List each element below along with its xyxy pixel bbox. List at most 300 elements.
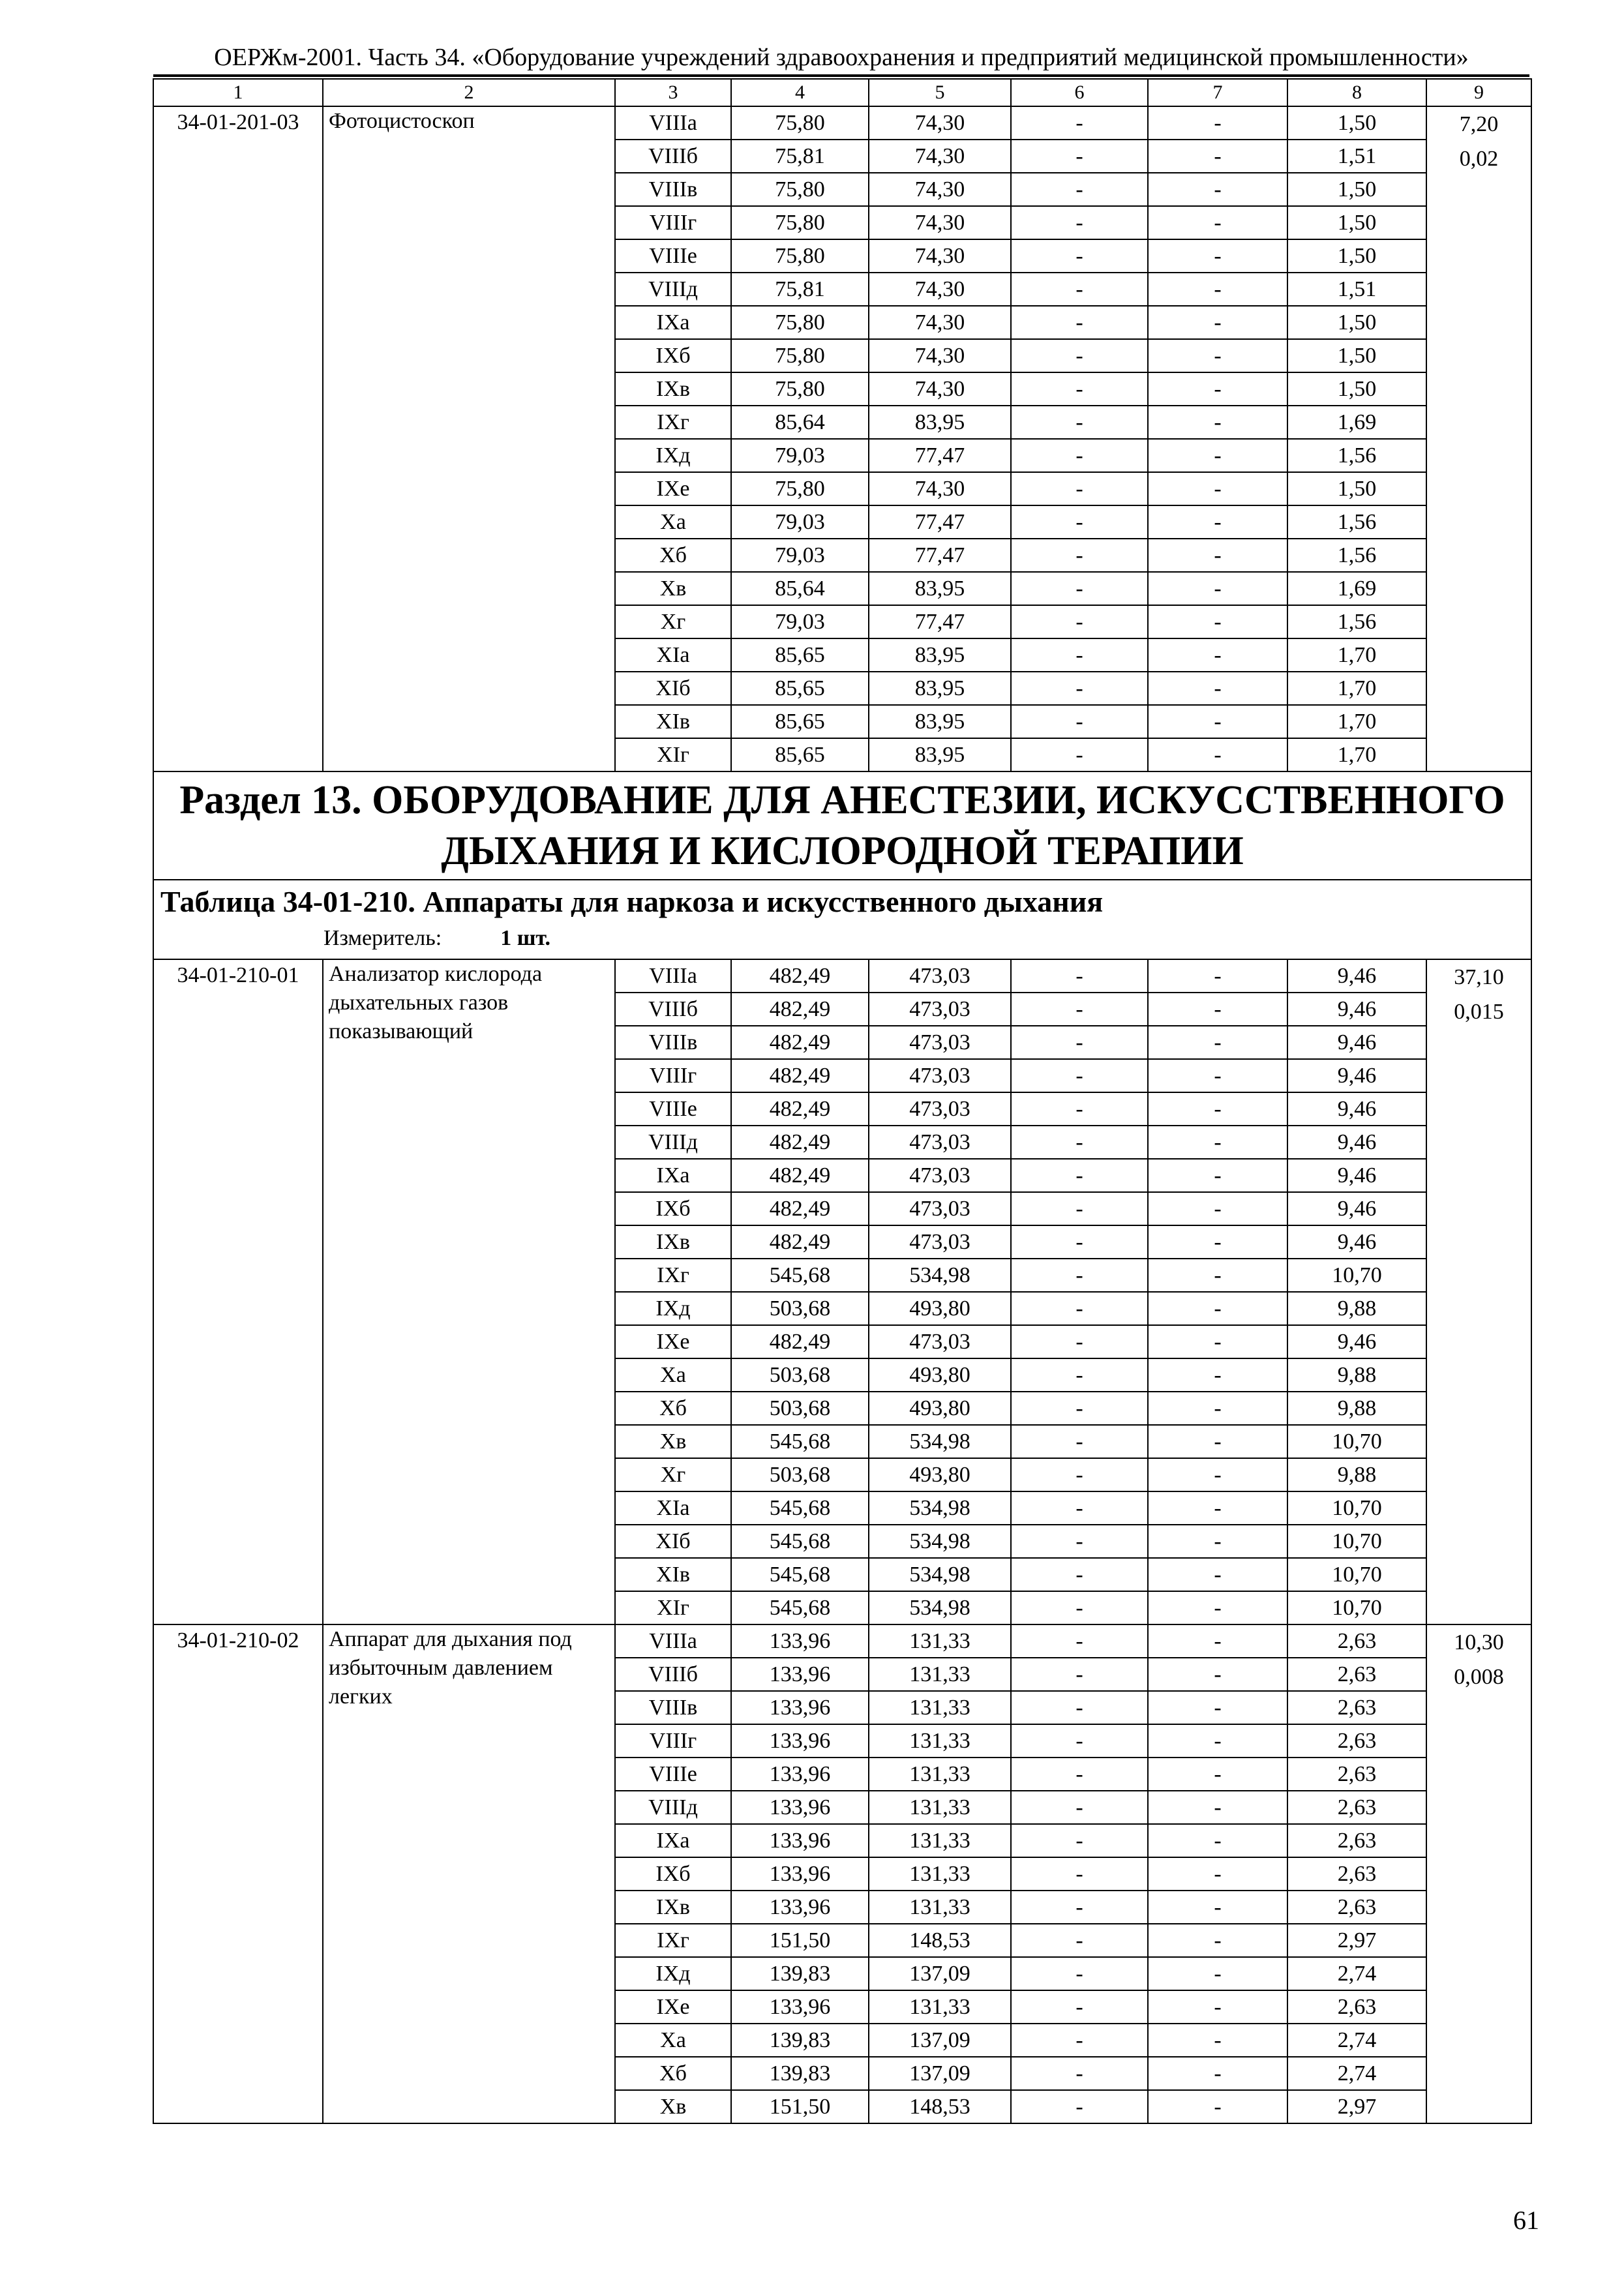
wages-cell: 131,33 — [869, 1758, 1011, 1791]
wages-cell: 83,95 — [869, 406, 1011, 439]
rate-class-cell: VIIIа — [615, 1624, 731, 1658]
machines-cost-cell: - — [1011, 1259, 1148, 1292]
rate-class-cell: XIг — [615, 1591, 731, 1624]
machinist-wages-cell: - — [1148, 1491, 1287, 1525]
machines-cost-cell: - — [1011, 1059, 1148, 1092]
machinist-wages-cell: - — [1148, 705, 1287, 738]
rate-class-cell: XIа — [615, 638, 731, 672]
machines-cost-cell: - — [1011, 406, 1148, 439]
machines-cost-cell: - — [1011, 1558, 1148, 1591]
total-cost-cell: 79,03 — [731, 605, 869, 638]
rate-class-cell: Xб — [615, 1392, 731, 1425]
materials-cost-cell: 2,63 — [1287, 1824, 1426, 1857]
materials-cost-cell: 2,63 — [1287, 1857, 1426, 1891]
column-numbers-row — [153, 79, 1531, 106]
materials-cost-cell: 9,46 — [1287, 959, 1426, 993]
total-cost-cell: 503,68 — [731, 1458, 869, 1491]
total-cost-cell: 503,68 — [731, 1392, 869, 1425]
column-number-cell: 5 — [869, 79, 1011, 106]
equipment-name-cell: Фотоцистоскоп — [323, 106, 615, 771]
materials-cost-cell: 9,88 — [1287, 1292, 1426, 1325]
machines-cost-cell: - — [1011, 1624, 1148, 1658]
machinist-wages-cell: - — [1148, 638, 1287, 672]
machinist-wages-cell: - — [1148, 1691, 1287, 1724]
wages-cell: 473,03 — [869, 1159, 1011, 1192]
rate-class-cell: VIIIе — [615, 1758, 731, 1791]
total-cost-cell: 482,49 — [731, 1192, 869, 1225]
machinist-wages-cell: - — [1148, 140, 1287, 173]
total-cost-cell: 482,49 — [731, 1159, 869, 1192]
materials-cost-cell: 9,46 — [1287, 1126, 1426, 1159]
machinist-wages-cell: - — [1148, 738, 1287, 771]
materials-cost-cell: 1,70 — [1287, 638, 1426, 672]
table-title: Таблица 34-01-210. Аппараты для наркоза и искусственного дыхания — [160, 885, 1104, 918]
materials-cost-cell: 2,63 — [1287, 1691, 1426, 1724]
total-cost-cell: 75,80 — [731, 239, 869, 273]
wages-cell: 74,30 — [869, 106, 1011, 140]
rate-class-cell: XIб — [615, 1525, 731, 1558]
wages-cell: 77,47 — [869, 539, 1011, 572]
materials-cost-cell: 2,74 — [1287, 1957, 1426, 1990]
wages-cell: 74,30 — [869, 472, 1011, 505]
total-cost-cell: 79,03 — [731, 505, 869, 539]
machines-cost-cell: - — [1011, 1758, 1148, 1791]
machinist-wages-cell: - — [1148, 472, 1287, 505]
machines-cost-cell: - — [1011, 1159, 1148, 1192]
materials-cost-cell: 1,70 — [1287, 705, 1426, 738]
wages-cell: 83,95 — [869, 705, 1011, 738]
wages-cell: 473,03 — [869, 1092, 1011, 1126]
rate-class-cell: IXд — [615, 1957, 731, 1990]
machines-cost-cell: - — [1011, 306, 1148, 339]
column-number-cell: 7 — [1148, 79, 1287, 106]
wages-cell: 131,33 — [869, 1891, 1011, 1924]
machines-cost-cell: - — [1011, 1957, 1148, 1990]
rate-class-cell: IXб — [615, 1857, 731, 1891]
rate-class-cell: IXв — [615, 372, 731, 406]
machinist-wages-cell: - — [1148, 339, 1287, 372]
rate-code-cell: 34-01-210-02 — [153, 1624, 323, 2123]
machines-cost-cell: - — [1011, 638, 1148, 672]
machines-cost-cell: - — [1011, 1358, 1148, 1392]
machinist-wages-cell: - — [1148, 993, 1287, 1026]
machines-cost-cell: - — [1011, 705, 1148, 738]
total-cost-cell: 151,50 — [731, 2090, 869, 2123]
wages-cell: 74,30 — [869, 173, 1011, 206]
norm-value: 0,008 — [1454, 1665, 1504, 1689]
wages-cell: 137,09 — [869, 2057, 1011, 2090]
machinist-wages-cell: - — [1148, 1392, 1287, 1425]
table-title-cell — [153, 880, 1531, 959]
machinist-wages-cell: - — [1148, 1458, 1287, 1491]
rate-class-cell: VIIIб — [615, 1658, 731, 1691]
rates-table-container — [153, 78, 1531, 2124]
machines-cost-cell: - — [1011, 1658, 1148, 1691]
machines-cost-cell: - — [1011, 1824, 1148, 1857]
machines-cost-cell: - — [1011, 2024, 1148, 2057]
norm-value: 37,10 — [1454, 965, 1504, 989]
equipment-name-cell: Анализатор кислорода дыхательных газов показывающий — [323, 959, 615, 1624]
rate-class-cell: IXг — [615, 1259, 731, 1292]
wages-cell: 83,95 — [869, 638, 1011, 672]
total-cost-cell: 482,49 — [731, 993, 869, 1026]
table-row — [153, 1624, 1531, 1658]
machines-cost-cell: - — [1011, 140, 1148, 173]
rate-class-cell: VIIIе — [615, 1092, 731, 1126]
norm-value: 10,30 — [1454, 1630, 1504, 1654]
machines-cost-cell: - — [1011, 1591, 1148, 1624]
rates-table — [153, 78, 1532, 2124]
rate-class-cell: VIIIв — [615, 173, 731, 206]
wages-cell: 534,98 — [869, 1558, 1011, 1591]
wages-cell: 137,09 — [869, 2024, 1011, 2057]
rate-class-cell: VIIIв — [615, 1691, 731, 1724]
wages-cell: 131,33 — [869, 1724, 1011, 1758]
total-cost-cell: 151,50 — [731, 1924, 869, 1957]
machinist-wages-cell: - — [1148, 1824, 1287, 1857]
machinist-wages-cell: - — [1148, 1325, 1287, 1358]
machinist-wages-cell: - — [1148, 206, 1287, 239]
wages-cell: 77,47 — [869, 505, 1011, 539]
wages-cell: 74,30 — [869, 339, 1011, 372]
section-heading — [153, 771, 1531, 880]
rate-class-cell: Xг — [615, 605, 731, 638]
wages-cell: 148,53 — [869, 2090, 1011, 2123]
total-cost-cell: 482,49 — [731, 959, 869, 993]
wages-cell: 473,03 — [869, 1225, 1011, 1259]
wages-cell: 148,53 — [869, 1924, 1011, 1957]
norm-value-cell — [1426, 1624, 1531, 2123]
materials-cost-cell: 2,63 — [1287, 1990, 1426, 2024]
machinist-wages-cell: - — [1148, 1192, 1287, 1225]
total-cost-cell: 545,68 — [731, 1425, 869, 1458]
machinist-wages-cell: - — [1148, 1126, 1287, 1159]
total-cost-cell: 133,96 — [731, 1891, 869, 1924]
rate-class-cell: IXд — [615, 439, 731, 472]
total-cost-cell: 482,49 — [731, 1126, 869, 1159]
total-cost-cell: 545,68 — [731, 1491, 869, 1525]
total-cost-cell: 85,64 — [731, 572, 869, 605]
rate-class-cell: IXв — [615, 1225, 731, 1259]
machinist-wages-cell: - — [1148, 1990, 1287, 2024]
machinist-wages-cell: - — [1148, 2057, 1287, 2090]
machines-cost-cell: - — [1011, 1325, 1148, 1358]
total-cost-cell: 75,80 — [731, 173, 869, 206]
total-cost-cell: 85,65 — [731, 672, 869, 705]
total-cost-cell: 139,83 — [731, 2057, 869, 2090]
rate-class-cell: VIIIд — [615, 1126, 731, 1159]
materials-cost-cell: 2,74 — [1287, 2057, 1426, 2090]
machinist-wages-cell: - — [1148, 1624, 1287, 1658]
machines-cost-cell: - — [1011, 2090, 1148, 2123]
wages-cell: 131,33 — [869, 1857, 1011, 1891]
total-cost-cell: 133,96 — [731, 1758, 869, 1791]
column-number-cell: 6 — [1011, 79, 1148, 106]
materials-cost-cell: 1,69 — [1287, 572, 1426, 605]
machines-cost-cell: - — [1011, 439, 1148, 472]
machinist-wages-cell: - — [1148, 672, 1287, 705]
total-cost-cell: 85,64 — [731, 406, 869, 439]
wages-cell: 473,03 — [869, 1126, 1011, 1159]
machines-cost-cell: - — [1011, 372, 1148, 406]
materials-cost-cell: 9,46 — [1287, 1026, 1426, 1059]
rates-table-body — [153, 79, 1531, 2123]
machinist-wages-cell: - — [1148, 1026, 1287, 1059]
materials-cost-cell: 2,63 — [1287, 1791, 1426, 1824]
wages-cell: 534,98 — [869, 1525, 1011, 1558]
machinist-wages-cell: - — [1148, 605, 1287, 638]
rate-class-cell: VIIIг — [615, 1724, 731, 1758]
table-row — [153, 959, 1531, 993]
table-title-row — [153, 880, 1531, 959]
materials-cost-cell: 1,50 — [1287, 372, 1426, 406]
machines-cost-cell: - — [1011, 572, 1148, 605]
rate-class-cell: IXд — [615, 1292, 731, 1325]
total-cost-cell: 75,81 — [731, 273, 869, 306]
materials-cost-cell: 9,88 — [1287, 1392, 1426, 1425]
machines-cost-cell: - — [1011, 1026, 1148, 1059]
rate-class-cell: Xв — [615, 1425, 731, 1458]
machines-cost-cell: - — [1011, 1791, 1148, 1824]
materials-cost-cell: 10,70 — [1287, 1425, 1426, 1458]
rate-class-cell: XIб — [615, 672, 731, 705]
wages-cell: 493,80 — [869, 1392, 1011, 1425]
wages-cell: 473,03 — [869, 1026, 1011, 1059]
machinist-wages-cell: - — [1148, 959, 1287, 993]
machinist-wages-cell: - — [1148, 1358, 1287, 1392]
total-cost-cell: 75,80 — [731, 206, 869, 239]
materials-cost-cell: 1,56 — [1287, 539, 1426, 572]
rate-class-cell: Xа — [615, 2024, 731, 2057]
machines-cost-cell: - — [1011, 959, 1148, 993]
materials-cost-cell: 9,46 — [1287, 993, 1426, 1026]
machinist-wages-cell: - — [1148, 1292, 1287, 1325]
machines-cost-cell: - — [1011, 1092, 1148, 1126]
norm-value-cell — [1426, 959, 1531, 1624]
page-number: 61 — [1513, 2206, 1539, 2235]
materials-cost-cell: 9,88 — [1287, 1458, 1426, 1491]
materials-cost-cell: 1,70 — [1287, 738, 1426, 771]
measure-value: 1 шт. — [500, 926, 551, 950]
total-cost-cell: 75,80 — [731, 306, 869, 339]
machinist-wages-cell: - — [1148, 173, 1287, 206]
rate-class-cell: VIIIг — [615, 206, 731, 239]
section-heading-line: ДЫХАНИЯ И КИСЛОРОДНОЙ ТЕРАПИИ — [441, 829, 1244, 873]
total-cost-cell: 503,68 — [731, 1292, 869, 1325]
materials-cost-cell: 1,50 — [1287, 306, 1426, 339]
rate-class-cell: IXа — [615, 1824, 731, 1857]
total-cost-cell: 79,03 — [731, 439, 869, 472]
column-number-cell: 8 — [1287, 79, 1426, 106]
rate-class-cell: XIг — [615, 738, 731, 771]
wages-cell: 131,33 — [869, 1990, 1011, 2024]
materials-cost-cell: 2,97 — [1287, 2090, 1426, 2123]
materials-cost-cell: 10,70 — [1287, 1591, 1426, 1624]
total-cost-cell: 75,80 — [731, 339, 869, 372]
wages-cell: 493,80 — [869, 1358, 1011, 1392]
norm-value: 7,20 — [1459, 112, 1499, 136]
wages-cell: 74,30 — [869, 239, 1011, 273]
norm-value: 0,02 — [1459, 147, 1499, 171]
rate-class-cell: Xг — [615, 1458, 731, 1491]
rate-class-cell: VIIIд — [615, 273, 731, 306]
total-cost-cell: 79,03 — [731, 539, 869, 572]
total-cost-cell: 139,83 — [731, 1957, 869, 1990]
wages-cell: 131,33 — [869, 1624, 1011, 1658]
machines-cost-cell: - — [1011, 1126, 1148, 1159]
machinist-wages-cell: - — [1148, 2090, 1287, 2123]
materials-cost-cell: 10,70 — [1287, 1525, 1426, 1558]
total-cost-cell: 75,81 — [731, 140, 869, 173]
machines-cost-cell: - — [1011, 1425, 1148, 1458]
measure-label: Измеритель: — [323, 926, 442, 950]
materials-cost-cell: 2,63 — [1287, 1724, 1426, 1758]
machinist-wages-cell: - — [1148, 1857, 1287, 1891]
machines-cost-cell: - — [1011, 2057, 1148, 2090]
machinist-wages-cell: - — [1148, 273, 1287, 306]
machines-cost-cell: - — [1011, 1891, 1148, 1924]
machinist-wages-cell: - — [1148, 1558, 1287, 1591]
total-cost-cell: 545,68 — [731, 1259, 869, 1292]
rate-class-cell: IXг — [615, 406, 731, 439]
rate-class-cell: IXе — [615, 1325, 731, 1358]
machinist-wages-cell: - — [1148, 306, 1287, 339]
wages-cell: 74,30 — [869, 140, 1011, 173]
machines-cost-cell: - — [1011, 539, 1148, 572]
section-heading-line: Раздел 13. ОБОРУДОВАНИЕ ДЛЯ АНЕСТЕЗИИ, ИСКУССТВЕННОГО — [179, 778, 1505, 822]
wages-cell: 74,30 — [869, 306, 1011, 339]
materials-cost-cell: 1,70 — [1287, 672, 1426, 705]
wages-cell: 74,30 — [869, 206, 1011, 239]
total-cost-cell: 545,68 — [731, 1558, 869, 1591]
machinist-wages-cell: - — [1148, 239, 1287, 273]
materials-cost-cell: 9,88 — [1287, 1358, 1426, 1392]
total-cost-cell: 133,96 — [731, 1791, 869, 1824]
total-cost-cell: 545,68 — [731, 1525, 869, 1558]
machinist-wages-cell: - — [1148, 1724, 1287, 1758]
materials-cost-cell: 1,56 — [1287, 439, 1426, 472]
materials-cost-cell: 9,46 — [1287, 1192, 1426, 1225]
materials-cost-cell: 2,63 — [1287, 1624, 1426, 1658]
total-cost-cell: 133,96 — [731, 1624, 869, 1658]
machinist-wages-cell: - — [1148, 439, 1287, 472]
total-cost-cell: 133,96 — [731, 1990, 869, 2024]
column-number-cell: 2 — [323, 79, 615, 106]
machines-cost-cell: - — [1011, 672, 1148, 705]
machines-cost-cell: - — [1011, 1724, 1148, 1758]
rate-class-cell: VIIIа — [615, 959, 731, 993]
rate-class-cell: XIа — [615, 1491, 731, 1525]
rate-class-cell: IXе — [615, 472, 731, 505]
rate-class-cell: VIIIб — [615, 140, 731, 173]
total-cost-cell: 75,80 — [731, 372, 869, 406]
wages-cell: 534,98 — [869, 1259, 1011, 1292]
rate-class-cell: Xб — [615, 2057, 731, 2090]
machines-cost-cell: - — [1011, 1392, 1148, 1425]
total-cost-cell: 482,49 — [731, 1225, 869, 1259]
rate-class-cell: IXа — [615, 306, 731, 339]
wages-cell: 534,98 — [869, 1425, 1011, 1458]
materials-cost-cell: 1,69 — [1287, 406, 1426, 439]
total-cost-cell: 85,65 — [731, 705, 869, 738]
rate-class-cell: IXа — [615, 1159, 731, 1192]
rate-class-cell: Xб — [615, 539, 731, 572]
total-cost-cell: 133,96 — [731, 1824, 869, 1857]
machinist-wages-cell: - — [1148, 1658, 1287, 1691]
equipment-name-cell: Аппарат для дыхания под избыточным давлением легких — [323, 1624, 615, 2123]
materials-cost-cell: 9,46 — [1287, 1225, 1426, 1259]
page-header: ОЕРЖм-2001. Часть 34. «Оборудование учреждений здравоохранения и предприятий медицинской промышленности» — [153, 40, 1529, 77]
wages-cell: 77,47 — [869, 605, 1011, 638]
machines-cost-cell: - — [1011, 1192, 1148, 1225]
rate-class-cell: XIв — [615, 705, 731, 738]
rate-class-cell: VIIIб — [615, 993, 731, 1026]
machines-cost-cell: - — [1011, 173, 1148, 206]
total-cost-cell: 482,49 — [731, 1026, 869, 1059]
machines-cost-cell: - — [1011, 993, 1148, 1026]
machines-cost-cell: - — [1011, 339, 1148, 372]
wages-cell: 131,33 — [869, 1824, 1011, 1857]
machines-cost-cell: - — [1011, 472, 1148, 505]
machinist-wages-cell: - — [1148, 1891, 1287, 1924]
materials-cost-cell: 1,50 — [1287, 206, 1426, 239]
rate-class-cell: VIIIв — [615, 1026, 731, 1059]
wages-cell: 131,33 — [869, 1658, 1011, 1691]
total-cost-cell: 85,65 — [731, 638, 869, 672]
machines-cost-cell: - — [1011, 1225, 1148, 1259]
wages-cell: 83,95 — [869, 672, 1011, 705]
total-cost-cell: 482,49 — [731, 1092, 869, 1126]
total-cost-cell: 482,49 — [731, 1325, 869, 1358]
rate-class-cell: VIIIа — [615, 106, 731, 140]
column-number-cell: 3 — [615, 79, 731, 106]
wages-cell: 77,47 — [869, 439, 1011, 472]
wages-cell: 473,03 — [869, 959, 1011, 993]
wages-cell: 137,09 — [869, 1957, 1011, 1990]
machinist-wages-cell: - — [1148, 1159, 1287, 1192]
machinist-wages-cell: - — [1148, 1758, 1287, 1791]
machines-cost-cell: - — [1011, 1857, 1148, 1891]
machines-cost-cell: - — [1011, 206, 1148, 239]
wages-cell: 473,03 — [869, 1325, 1011, 1358]
section-heading-row — [153, 771, 1531, 880]
measure-line — [160, 923, 1531, 953]
machinist-wages-cell: - — [1148, 106, 1287, 140]
materials-cost-cell: 2,74 — [1287, 2024, 1426, 2057]
materials-cost-cell: 1,50 — [1287, 106, 1426, 140]
rate-class-cell: Xа — [615, 505, 731, 539]
machinist-wages-cell: - — [1148, 406, 1287, 439]
wages-cell: 131,33 — [869, 1791, 1011, 1824]
materials-cost-cell: 1,50 — [1287, 173, 1426, 206]
rate-class-cell: VIIIе — [615, 239, 731, 273]
materials-cost-cell: 2,63 — [1287, 1758, 1426, 1791]
table-row — [153, 106, 1531, 140]
wages-cell: 74,30 — [869, 372, 1011, 406]
materials-cost-cell: 1,50 — [1287, 339, 1426, 372]
machines-cost-cell: - — [1011, 505, 1148, 539]
materials-cost-cell: 1,50 — [1287, 472, 1426, 505]
machinist-wages-cell: - — [1148, 1924, 1287, 1957]
wages-cell: 534,98 — [869, 1591, 1011, 1624]
total-cost-cell: 139,83 — [731, 2024, 869, 2057]
materials-cost-cell: 9,46 — [1287, 1059, 1426, 1092]
machines-cost-cell: - — [1011, 1525, 1148, 1558]
machines-cost-cell: - — [1011, 106, 1148, 140]
machines-cost-cell: - — [1011, 1691, 1148, 1724]
rate-class-cell: Xа — [615, 1358, 731, 1392]
materials-cost-cell: 1,51 — [1287, 273, 1426, 306]
